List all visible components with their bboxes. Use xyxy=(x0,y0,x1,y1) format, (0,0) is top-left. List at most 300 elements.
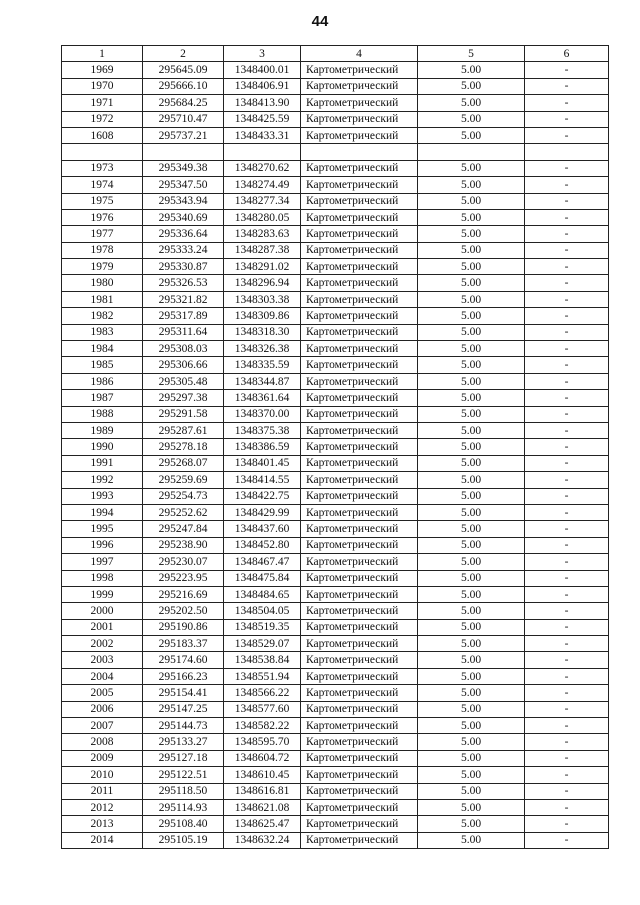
point-number-cell: 2005 xyxy=(62,685,143,701)
accuracy-cell: 5.00 xyxy=(418,357,525,373)
accuracy-cell: 5.00 xyxy=(418,619,525,635)
table-row xyxy=(62,652,609,668)
x-coordinate-cell: 295291.58 xyxy=(143,406,224,422)
table-row xyxy=(62,259,609,275)
point-number-cell: 1982 xyxy=(62,308,143,324)
y-coordinate-cell: 1348296.94 xyxy=(224,275,301,291)
table-row xyxy=(62,734,609,750)
method-cell: Картометрический xyxy=(301,570,418,586)
table-row xyxy=(62,570,609,586)
accuracy-cell: 5.00 xyxy=(418,652,525,668)
accuracy-cell: 5.00 xyxy=(418,734,525,750)
point-number-cell: 2004 xyxy=(62,668,143,684)
accuracy-cell: 5.00 xyxy=(418,570,525,586)
method-cell xyxy=(301,144,418,160)
table-row xyxy=(62,603,609,619)
x-coordinate-cell: 295349.38 xyxy=(143,160,224,176)
table-row xyxy=(62,816,609,832)
y-coordinate-cell: 1348437.60 xyxy=(224,521,301,537)
x-coordinate-cell: 295108.40 xyxy=(143,816,224,832)
accuracy-cell: 5.00 xyxy=(418,95,525,111)
method-cell: Картометрический xyxy=(301,62,418,78)
y-coordinate-cell: 1348309.86 xyxy=(224,308,301,324)
note-cell: - xyxy=(525,603,609,619)
table-row xyxy=(62,799,609,815)
point-number-cell: 2003 xyxy=(62,652,143,668)
column-header-4: 4 xyxy=(301,46,418,62)
y-coordinate-cell: 1348582.22 xyxy=(224,718,301,734)
point-number-cell: 2009 xyxy=(62,750,143,766)
y-coordinate-cell: 1348504.05 xyxy=(224,603,301,619)
point-number-cell: 1998 xyxy=(62,570,143,586)
x-coordinate-cell: 295297.38 xyxy=(143,390,224,406)
note-cell: - xyxy=(525,767,609,783)
note-cell: - xyxy=(525,701,609,717)
note-cell: - xyxy=(525,750,609,766)
x-coordinate-cell: 295336.64 xyxy=(143,226,224,242)
accuracy-cell: 5.00 xyxy=(418,373,525,389)
x-coordinate-cell: 295287.61 xyxy=(143,422,224,438)
x-coordinate-cell: 295247.84 xyxy=(143,521,224,537)
table-row xyxy=(62,832,609,848)
point-number-cell: 1984 xyxy=(62,341,143,357)
accuracy-cell: 5.00 xyxy=(418,832,525,848)
method-cell: Картометрический xyxy=(301,832,418,848)
point-number-cell: 2013 xyxy=(62,816,143,832)
method-cell: Картометрический xyxy=(301,668,418,684)
note-cell: - xyxy=(525,554,609,570)
method-cell: Картометрический xyxy=(301,636,418,652)
y-coordinate-cell: 1348283.63 xyxy=(224,226,301,242)
note-cell: - xyxy=(525,406,609,422)
note-cell: - xyxy=(525,504,609,520)
accuracy-cell: 5.00 xyxy=(418,62,525,78)
x-coordinate-cell: 295710.47 xyxy=(143,111,224,127)
method-cell: Картометрический xyxy=(301,242,418,258)
point-number-cell: 2008 xyxy=(62,734,143,750)
method-cell: Картометрический xyxy=(301,422,418,438)
accuracy-cell: 5.00 xyxy=(418,537,525,553)
point-number-cell: 1980 xyxy=(62,275,143,291)
table-row xyxy=(62,554,609,570)
point-number-cell: 2007 xyxy=(62,718,143,734)
y-coordinate-cell: 1348361.64 xyxy=(224,390,301,406)
point-number-cell: 2014 xyxy=(62,832,143,848)
method-cell: Картометрический xyxy=(301,619,418,635)
table-row xyxy=(62,521,609,537)
y-coordinate-cell: 1348370.00 xyxy=(224,406,301,422)
note-cell: - xyxy=(525,127,609,143)
x-coordinate-cell: 295259.69 xyxy=(143,472,224,488)
accuracy-cell: 5.00 xyxy=(418,127,525,143)
table-row xyxy=(62,62,609,78)
note-cell: - xyxy=(525,422,609,438)
x-coordinate-cell: 295147.25 xyxy=(143,701,224,717)
x-coordinate-cell: 295118.50 xyxy=(143,783,224,799)
method-cell: Картометрический xyxy=(301,488,418,504)
accuracy-cell: 5.00 xyxy=(418,554,525,570)
note-cell: - xyxy=(525,390,609,406)
method-cell: Картометрический xyxy=(301,734,418,750)
y-coordinate-cell xyxy=(224,144,301,160)
method-cell: Картометрический xyxy=(301,390,418,406)
table-row xyxy=(62,750,609,766)
note-cell: - xyxy=(525,291,609,307)
note-cell: - xyxy=(525,439,609,455)
x-coordinate-cell: 295666.10 xyxy=(143,78,224,94)
method-cell: Картометрический xyxy=(301,701,418,717)
point-number-cell: 1983 xyxy=(62,324,143,340)
accuracy-cell: 5.00 xyxy=(418,783,525,799)
y-coordinate-cell: 1348604.72 xyxy=(224,750,301,766)
accuracy-cell: 5.00 xyxy=(418,242,525,258)
accuracy-cell xyxy=(418,144,525,160)
column-header-2: 2 xyxy=(143,46,224,62)
point-number-cell: 2011 xyxy=(62,783,143,799)
point-number-cell: 1981 xyxy=(62,291,143,307)
table-row xyxy=(62,373,609,389)
x-coordinate-cell: 295183.37 xyxy=(143,636,224,652)
y-coordinate-cell: 1348538.84 xyxy=(224,652,301,668)
method-cell: Картометрический xyxy=(301,324,418,340)
method-cell: Картометрический xyxy=(301,406,418,422)
column-header-6: 6 xyxy=(525,46,609,62)
note-cell xyxy=(525,144,609,160)
y-coordinate-cell: 1348621.08 xyxy=(224,799,301,815)
table-row xyxy=(62,144,609,160)
method-cell: Картометрический xyxy=(301,308,418,324)
point-number-cell: 2006 xyxy=(62,701,143,717)
x-coordinate-cell: 295268.07 xyxy=(143,455,224,471)
table-row xyxy=(62,160,609,176)
table-row xyxy=(62,488,609,504)
method-cell: Картометрический xyxy=(301,95,418,111)
method-cell: Картометрический xyxy=(301,504,418,520)
x-coordinate-cell xyxy=(143,144,224,160)
accuracy-cell: 5.00 xyxy=(418,111,525,127)
y-coordinate-cell: 1348595.70 xyxy=(224,734,301,750)
method-cell: Картометрический xyxy=(301,750,418,766)
note-cell: - xyxy=(525,799,609,815)
method-cell: Картометрический xyxy=(301,603,418,619)
point-number-cell: 2010 xyxy=(62,767,143,783)
y-coordinate-cell: 1348406.91 xyxy=(224,78,301,94)
x-coordinate-cell: 295190.86 xyxy=(143,619,224,635)
method-cell: Картометрический xyxy=(301,357,418,373)
accuracy-cell: 5.00 xyxy=(418,177,525,193)
y-coordinate-cell: 1348318.30 xyxy=(224,324,301,340)
note-cell: - xyxy=(525,160,609,176)
y-coordinate-cell: 1348433.31 xyxy=(224,127,301,143)
y-coordinate-cell: 1348291.02 xyxy=(224,259,301,275)
x-coordinate-cell: 295343.94 xyxy=(143,193,224,209)
x-coordinate-cell: 295278.18 xyxy=(143,439,224,455)
x-coordinate-cell: 295306.66 xyxy=(143,357,224,373)
point-number-cell: 1994 xyxy=(62,504,143,520)
method-cell: Картометрический xyxy=(301,373,418,389)
x-coordinate-cell: 295230.07 xyxy=(143,554,224,570)
table-row xyxy=(62,636,609,652)
note-cell: - xyxy=(525,652,609,668)
y-coordinate-cell: 1348287.38 xyxy=(224,242,301,258)
y-coordinate-cell: 1348375.38 xyxy=(224,422,301,438)
note-cell: - xyxy=(525,308,609,324)
x-coordinate-cell: 295144.73 xyxy=(143,718,224,734)
accuracy-cell: 5.00 xyxy=(418,504,525,520)
table-row xyxy=(62,472,609,488)
table-row xyxy=(62,324,609,340)
accuracy-cell: 5.00 xyxy=(418,341,525,357)
method-cell: Картометрический xyxy=(301,472,418,488)
accuracy-cell: 5.00 xyxy=(418,275,525,291)
note-cell: - xyxy=(525,816,609,832)
x-coordinate-cell: 295330.87 xyxy=(143,259,224,275)
note-cell: - xyxy=(525,832,609,848)
note-cell: - xyxy=(525,226,609,242)
method-cell: Картометрический xyxy=(301,652,418,668)
accuracy-cell: 5.00 xyxy=(418,226,525,242)
note-cell: - xyxy=(525,62,609,78)
x-coordinate-cell: 295737.21 xyxy=(143,127,224,143)
accuracy-cell: 5.00 xyxy=(418,603,525,619)
x-coordinate-cell: 295317.89 xyxy=(143,308,224,324)
x-coordinate-cell: 295223.95 xyxy=(143,570,224,586)
y-coordinate-cell: 1348577.60 xyxy=(224,701,301,717)
accuracy-cell: 5.00 xyxy=(418,78,525,94)
note-cell: - xyxy=(525,259,609,275)
y-coordinate-cell: 1348616.81 xyxy=(224,783,301,799)
x-coordinate-cell: 295202.50 xyxy=(143,603,224,619)
method-cell: Картометрический xyxy=(301,127,418,143)
note-cell: - xyxy=(525,488,609,504)
method-cell: Картометрический xyxy=(301,209,418,225)
y-coordinate-cell: 1348425.59 xyxy=(224,111,301,127)
accuracy-cell: 5.00 xyxy=(418,160,525,176)
point-number-cell: 1977 xyxy=(62,226,143,242)
note-cell: - xyxy=(525,324,609,340)
note-cell: - xyxy=(525,718,609,734)
accuracy-cell: 5.00 xyxy=(418,521,525,537)
y-coordinate-cell: 1348413.90 xyxy=(224,95,301,111)
y-coordinate-cell: 1348277.34 xyxy=(224,193,301,209)
table-row xyxy=(62,308,609,324)
method-cell: Картометрический xyxy=(301,226,418,242)
y-coordinate-cell: 1348326.38 xyxy=(224,341,301,357)
accuracy-cell: 5.00 xyxy=(418,422,525,438)
y-coordinate-cell: 1348422.75 xyxy=(224,488,301,504)
table-body xyxy=(62,62,609,849)
y-coordinate-cell: 1348429.99 xyxy=(224,504,301,520)
y-coordinate-cell: 1348551.94 xyxy=(224,668,301,684)
accuracy-cell: 5.00 xyxy=(418,701,525,717)
table-row xyxy=(62,767,609,783)
point-number-cell: 1989 xyxy=(62,422,143,438)
x-coordinate-cell: 295252.62 xyxy=(143,504,224,520)
x-coordinate-cell: 295114.93 xyxy=(143,799,224,815)
table-row xyxy=(62,193,609,209)
table-row xyxy=(62,341,609,357)
method-cell: Картометрический xyxy=(301,718,418,734)
note-cell: - xyxy=(525,209,609,225)
note-cell: - xyxy=(525,78,609,94)
accuracy-cell: 5.00 xyxy=(418,406,525,422)
table-row xyxy=(62,226,609,242)
x-coordinate-cell: 295254.73 xyxy=(143,488,224,504)
note-cell: - xyxy=(525,341,609,357)
x-coordinate-cell: 295105.19 xyxy=(143,832,224,848)
point-number-cell: 1976 xyxy=(62,209,143,225)
accuracy-cell: 5.00 xyxy=(418,390,525,406)
point-number-cell: 1988 xyxy=(62,406,143,422)
y-coordinate-cell: 1348414.55 xyxy=(224,472,301,488)
point-number-cell xyxy=(62,144,143,160)
accuracy-cell: 5.00 xyxy=(418,718,525,734)
x-coordinate-cell: 295238.90 xyxy=(143,537,224,553)
y-coordinate-cell: 1348400.01 xyxy=(224,62,301,78)
x-coordinate-cell: 295684.25 xyxy=(143,95,224,111)
x-coordinate-cell: 295133.27 xyxy=(143,734,224,750)
table-row xyxy=(62,439,609,455)
table-row xyxy=(62,209,609,225)
note-cell: - xyxy=(525,242,609,258)
table-row xyxy=(62,242,609,258)
accuracy-cell: 5.00 xyxy=(418,291,525,307)
method-cell: Картометрический xyxy=(301,291,418,307)
point-number-cell: 1979 xyxy=(62,259,143,275)
column-header-1: 1 xyxy=(62,46,143,62)
point-number-cell: 1996 xyxy=(62,537,143,553)
method-cell: Картометрический xyxy=(301,160,418,176)
method-cell: Картометрический xyxy=(301,177,418,193)
note-cell: - xyxy=(525,783,609,799)
note-cell: - xyxy=(525,177,609,193)
y-coordinate-cell: 1348401.45 xyxy=(224,455,301,471)
table-row xyxy=(62,95,609,111)
note-cell: - xyxy=(525,193,609,209)
note-cell: - xyxy=(525,521,609,537)
table-row xyxy=(62,177,609,193)
point-number-cell: 1973 xyxy=(62,160,143,176)
x-coordinate-cell: 295166.23 xyxy=(143,668,224,684)
y-coordinate-cell: 1348452.80 xyxy=(224,537,301,553)
y-coordinate-cell: 1348529.07 xyxy=(224,636,301,652)
y-coordinate-cell: 1348610.45 xyxy=(224,767,301,783)
column-header-5: 5 xyxy=(418,46,525,62)
method-cell: Картометрический xyxy=(301,586,418,602)
note-cell: - xyxy=(525,455,609,471)
point-number-cell: 1608 xyxy=(62,127,143,143)
accuracy-cell: 5.00 xyxy=(418,668,525,684)
x-coordinate-cell: 295326.53 xyxy=(143,275,224,291)
table-row xyxy=(62,357,609,373)
table-row xyxy=(62,586,609,602)
table-row xyxy=(62,504,609,520)
y-coordinate-cell: 1348274.49 xyxy=(224,177,301,193)
method-cell: Картометрический xyxy=(301,341,418,357)
x-coordinate-cell: 295122.51 xyxy=(143,767,224,783)
table-row xyxy=(62,783,609,799)
x-coordinate-cell: 295305.48 xyxy=(143,373,224,389)
note-cell: - xyxy=(525,111,609,127)
column-header-3: 3 xyxy=(224,46,301,62)
x-coordinate-cell: 295333.24 xyxy=(143,242,224,258)
point-number-cell: 2002 xyxy=(62,636,143,652)
x-coordinate-cell: 295321.82 xyxy=(143,291,224,307)
point-number-cell: 1997 xyxy=(62,554,143,570)
x-coordinate-cell: 295645.09 xyxy=(143,62,224,78)
y-coordinate-cell: 1348344.87 xyxy=(224,373,301,389)
method-cell: Картометрический xyxy=(301,78,418,94)
note-cell: - xyxy=(525,357,609,373)
table-row xyxy=(62,668,609,684)
table-row xyxy=(62,111,609,127)
table-row xyxy=(62,127,609,143)
point-number-cell: 2001 xyxy=(62,619,143,635)
table-row xyxy=(62,291,609,307)
note-cell: - xyxy=(525,668,609,684)
method-cell: Картометрический xyxy=(301,455,418,471)
method-cell: Картометрический xyxy=(301,521,418,537)
table-row xyxy=(62,718,609,734)
method-cell: Картометрический xyxy=(301,783,418,799)
accuracy-cell: 5.00 xyxy=(418,193,525,209)
x-coordinate-cell: 295308.03 xyxy=(143,341,224,357)
table-row xyxy=(62,78,609,94)
table-header-row xyxy=(62,46,609,62)
table-row xyxy=(62,619,609,635)
method-cell: Картометрический xyxy=(301,259,418,275)
accuracy-cell: 5.00 xyxy=(418,586,525,602)
method-cell: Картометрический xyxy=(301,799,418,815)
note-cell: - xyxy=(525,537,609,553)
point-number-cell: 2012 xyxy=(62,799,143,815)
note-cell: - xyxy=(525,472,609,488)
method-cell: Картометрический xyxy=(301,439,418,455)
table-row xyxy=(62,455,609,471)
accuracy-cell: 5.00 xyxy=(418,439,525,455)
accuracy-cell: 5.00 xyxy=(418,324,525,340)
point-number-cell: 1972 xyxy=(62,111,143,127)
method-cell: Картометрический xyxy=(301,554,418,570)
method-cell: Картометрический xyxy=(301,193,418,209)
note-cell: - xyxy=(525,373,609,389)
method-cell: Картометрический xyxy=(301,816,418,832)
note-cell: - xyxy=(525,734,609,750)
accuracy-cell: 5.00 xyxy=(418,308,525,324)
y-coordinate-cell: 1348484.65 xyxy=(224,586,301,602)
accuracy-cell: 5.00 xyxy=(418,767,525,783)
note-cell: - xyxy=(525,619,609,635)
point-number-cell: 1974 xyxy=(62,177,143,193)
method-cell: Картометрический xyxy=(301,275,418,291)
note-cell: - xyxy=(525,685,609,701)
y-coordinate-cell: 1348270.62 xyxy=(224,160,301,176)
table-row xyxy=(62,685,609,701)
point-number-cell: 1987 xyxy=(62,390,143,406)
accuracy-cell: 5.00 xyxy=(418,472,525,488)
table-row xyxy=(62,390,609,406)
point-number-cell: 2000 xyxy=(62,603,143,619)
table-row xyxy=(62,537,609,553)
note-cell: - xyxy=(525,275,609,291)
point-number-cell: 1970 xyxy=(62,78,143,94)
accuracy-cell: 5.00 xyxy=(418,816,525,832)
accuracy-cell: 5.00 xyxy=(418,685,525,701)
y-coordinate-cell: 1348632.24 xyxy=(224,832,301,848)
point-number-cell: 1999 xyxy=(62,586,143,602)
x-coordinate-cell: 295340.69 xyxy=(143,209,224,225)
point-number-cell: 1985 xyxy=(62,357,143,373)
